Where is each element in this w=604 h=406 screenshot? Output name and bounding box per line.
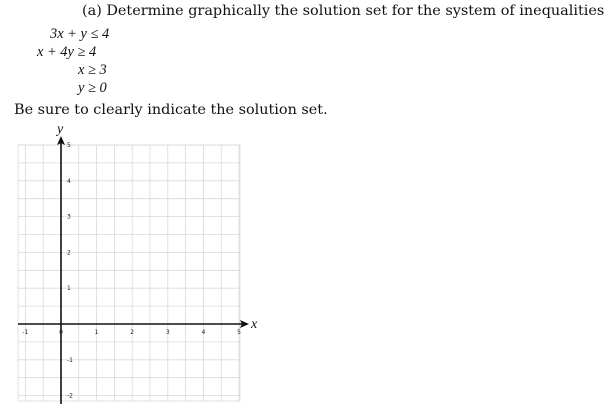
y-tick-label: 1 <box>67 285 71 293</box>
x-tick-label: -1 <box>22 329 29 336</box>
y-tick-label: 4 <box>67 177 71 185</box>
inequality-1: 3x + y ≤ 4 <box>50 26 110 42</box>
y-tick-label: 3 <box>67 213 71 221</box>
x-tick-label: 5 <box>237 329 241 336</box>
y-tick-label: -2 <box>67 392 73 400</box>
grid-lines <box>18 145 240 401</box>
inequality-3: x ≥ 3 <box>78 62 107 78</box>
x-axis-label: x <box>251 317 258 332</box>
x-tick-label: 3 <box>165 329 170 336</box>
grid-border <box>18 145 240 401</box>
y-tick-label: 2 <box>67 249 71 257</box>
y-axis-label: y <box>57 122 64 137</box>
x-tick-label: 0 <box>59 329 63 336</box>
x-tick-label: 4 <box>201 329 206 336</box>
y-tick-label: 5 <box>67 142 71 149</box>
inequality-4: y ≥ 0 <box>78 80 107 96</box>
instruction-text: Be sure to clearly indicate the solution set. <box>14 102 328 118</box>
x-tick-label: 1 <box>94 329 99 336</box>
y-tick-label: -1 <box>67 356 73 364</box>
inequality-2: x + 4y ≥ 4 <box>37 44 97 60</box>
x-tick-label: 2 <box>130 329 135 336</box>
problem-prompt: (a) Determine graphically the solution set for the system of inequalities <box>82 3 604 19</box>
